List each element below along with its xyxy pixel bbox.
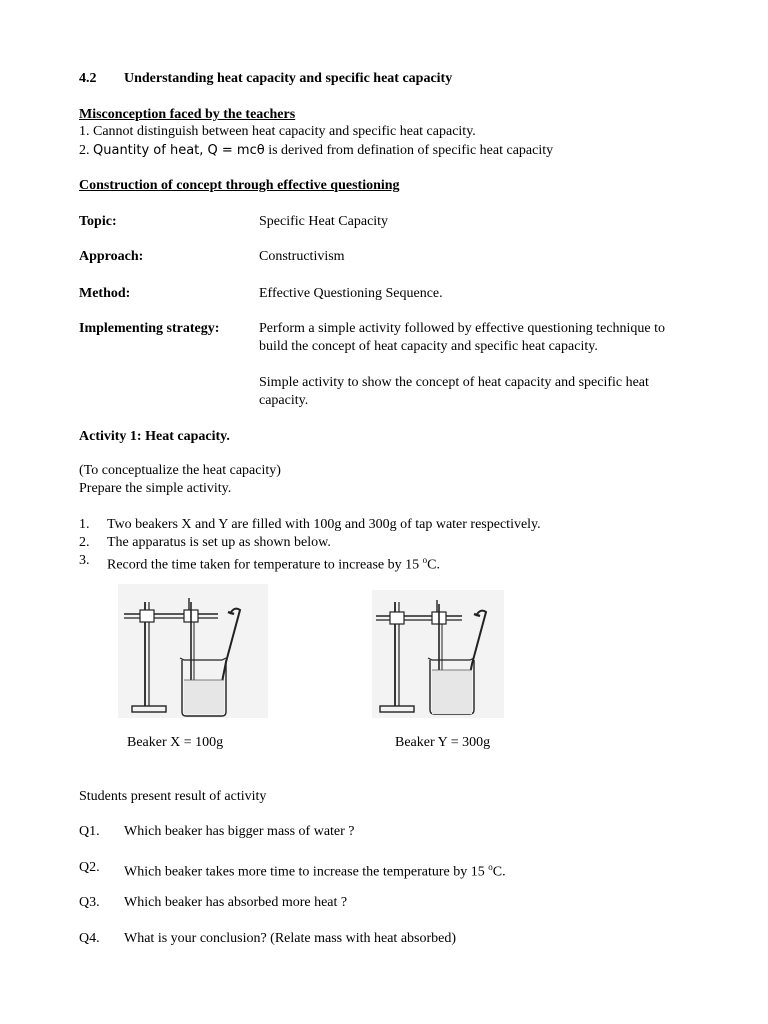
strategy-label: Implementing strategy: — [79, 321, 220, 336]
topic-value: Specific Heat Capacity — [259, 214, 389, 229]
step-text: Two beakers X and Y are filled with 100g and 300g of tap water respectively. — [107, 517, 541, 532]
strategy-line: Simple activity to show the concept of heat capacity and specific heat — [259, 375, 649, 390]
approach-value: Constructivism — [259, 249, 345, 264]
students-line: Students present result of activity — [79, 789, 267, 804]
question-number: Q3. — [79, 895, 100, 910]
step-number: 1. — [79, 517, 90, 532]
method-value: Effective Questioning Sequence. — [259, 286, 443, 301]
question-text: Which beaker has absorbed more heat ? — [124, 895, 348, 910]
section-number: 4.2 — [79, 71, 97, 86]
question-text-tail: C. — [492, 864, 506, 880]
caption-beaker-x: Beaker X = 100g — [127, 735, 224, 750]
question-text-main: Which beaker takes more time to increase the temperature by 15 — [124, 864, 489, 880]
step-text — [107, 552, 440, 574]
question-number: Q1. — [79, 824, 100, 839]
apparatus-y-illustration — [372, 590, 504, 718]
strategy-line: build the concept of heat capacity and specific heat capacity. — [259, 339, 598, 354]
list-number: 1. — [79, 124, 90, 139]
question-number: Q2. — [79, 860, 100, 875]
misconception-heading: Misconception faced by the teachers — [79, 107, 296, 122]
question-text: Which beaker has bigger mass of water ? — [124, 824, 355, 839]
strategy-line: Perform a simple activity followed by effective questioning technique to — [259, 321, 666, 336]
step-text-tail: C. — [427, 557, 440, 573]
topic-label: Topic: — [79, 214, 117, 229]
activity-intro: (To conceptualize the heat capacity) — [79, 463, 281, 478]
apparatus-x-illustration — [118, 584, 268, 718]
degree-sup: o — [422, 555, 428, 565]
misconception-text: Cannot distinguish between heat capacity and specific heat capacity. — [93, 124, 476, 139]
caption-beaker-y: Beaker Y = 300g — [395, 735, 491, 750]
question-number: Q4. — [79, 931, 100, 946]
degree-sup: o — [488, 862, 493, 872]
approach-label: Approach: — [79, 249, 144, 264]
formula-text: Quantity of heat, Q = mcθ — [93, 143, 265, 158]
method-label: Method: — [79, 286, 131, 301]
question-text: What is your conclusion? (Relate mass with heat absorbed) — [124, 931, 457, 946]
activity-title: Activity 1: Heat capacity. — [79, 429, 230, 444]
list-number: 2. — [79, 143, 90, 158]
step-text-main: Record the time taken for temperature to increase by 15 — [107, 557, 423, 573]
activity-intro: Prepare the simple activity. — [79, 481, 232, 496]
misconception-text: is derived from defination of specific heat capacity — [264, 143, 554, 158]
section-title: Understanding heat capacity and specific heat capacity — [124, 71, 453, 86]
step-number: 2. — [79, 535, 90, 550]
question-text — [124, 859, 506, 881]
misconception-item — [79, 142, 553, 159]
misconception-item — [79, 123, 476, 140]
strategy-line: capacity. — [259, 393, 309, 408]
step-text: The apparatus is set up as shown below. — [107, 535, 331, 550]
step-number: 3. — [79, 553, 90, 568]
construction-heading: Construction of concept through effective questioning — [79, 178, 400, 193]
